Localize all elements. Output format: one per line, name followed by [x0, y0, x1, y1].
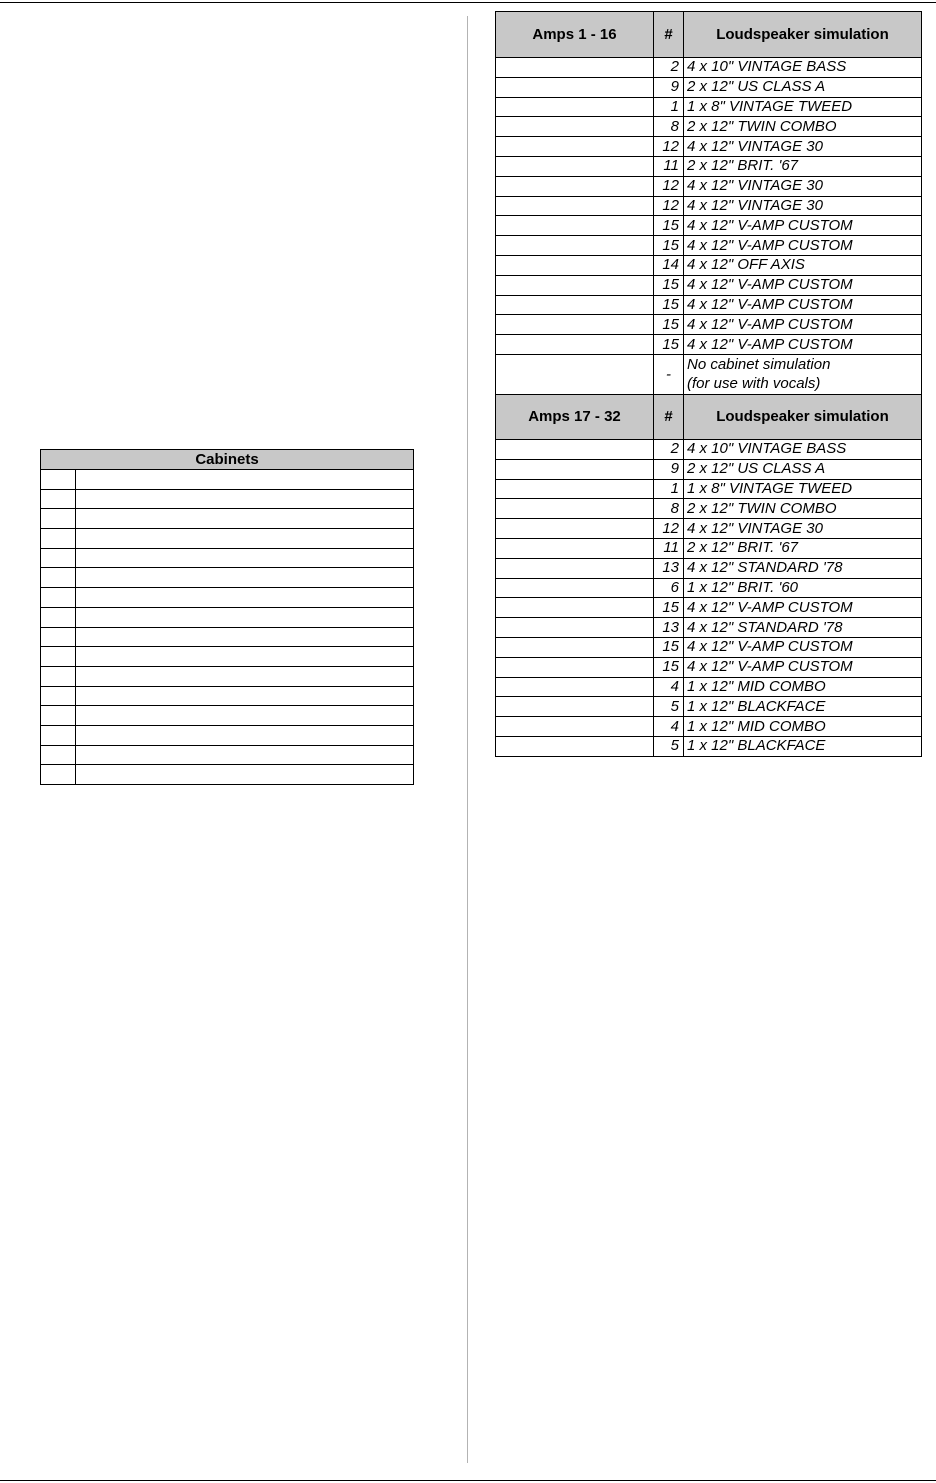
cabinet-number-cell: [41, 725, 76, 745]
cabinet-number: 9: [654, 77, 684, 97]
cabinet-row: [41, 765, 414, 785]
amp-name-cell: [496, 519, 654, 539]
cabinet-number: 15: [654, 295, 684, 315]
loudspeaker-simulation: 4 x 12" VINTAGE 30: [684, 176, 922, 196]
cabinet-name-cell: [76, 489, 414, 509]
amp-row: [496, 736, 922, 756]
loudspeaker-simulation: 4 x 12" VINTAGE 30: [684, 196, 922, 216]
cabinet-number-cell: [41, 706, 76, 726]
cabinet-row: [41, 666, 414, 686]
amp-name-cell: [496, 736, 654, 756]
amp-name-cell: [496, 499, 654, 519]
cabinet-name-cell: [76, 647, 414, 667]
cabinet-name-cell: [76, 607, 414, 627]
cabinet-row: [41, 470, 414, 490]
loudspeaker-simulation: 4 x 12" STANDARD '78: [684, 558, 922, 578]
cabinet-number: 15: [654, 216, 684, 236]
amp-name-cell: [496, 598, 654, 618]
cabinet-row: [41, 607, 414, 627]
loudspeaker-simulation: 4 x 12" VINTAGE 30: [684, 519, 922, 539]
loudspeaker-simulation: 1 x 8" VINTAGE TWEED: [684, 97, 922, 117]
cabinet-name-cell: [76, 725, 414, 745]
cabinet-number: 12: [654, 176, 684, 196]
amp-name-cell: [496, 315, 654, 335]
amp-row: [496, 657, 922, 677]
cabinet-number: 8: [654, 117, 684, 137]
cabinet-number: 5: [654, 736, 684, 756]
amps-body: [496, 12, 922, 757]
amps-table: [495, 11, 922, 757]
cabinet-row: [41, 706, 414, 726]
amp-row: [496, 315, 922, 335]
loudspeaker-simulation: [684, 354, 922, 394]
cabinet-name-cell: [76, 666, 414, 686]
cabinet-number-cell: [41, 509, 76, 529]
cabinet-number: 11: [654, 156, 684, 176]
cabinet-name-cell: [76, 627, 414, 647]
top-rule: [0, 2, 936, 3]
amp-row: [496, 97, 922, 117]
cabinet-number-cell: [41, 568, 76, 588]
amp-row: [496, 137, 922, 157]
cabinet-number-cell: [41, 470, 76, 490]
cabinet-name-cell: [76, 509, 414, 529]
cabinet-number: 9: [654, 459, 684, 479]
cabinet-number-cell: [41, 647, 76, 667]
loudspeaker-simulation: 2 x 12" BRIT. '67: [684, 156, 922, 176]
loudspeaker-simulation: 1 x 12" BLACKFACE: [684, 736, 922, 756]
amp-name-cell: [496, 479, 654, 499]
loudspeaker-simulation: 4 x 12" STANDARD '78: [684, 618, 922, 638]
amp-row: [496, 156, 922, 176]
cabinet-row: [41, 568, 414, 588]
amp-row-no-cabinet: [496, 354, 922, 394]
amp-row: [496, 697, 922, 717]
cabinet-number: 11: [654, 538, 684, 558]
column-divider: [467, 16, 468, 1463]
cabinet-number: 5: [654, 697, 684, 717]
loudspeaker-simulation: 4 x 12" V-AMP CUSTOM: [684, 657, 922, 677]
number-header: #: [654, 394, 684, 439]
amp-name-cell: [496, 618, 654, 638]
amp-name-cell: [496, 439, 654, 459]
cabinet-number-cell: [41, 745, 76, 765]
cabinet-name-cell: [76, 568, 414, 588]
amp-row: [496, 598, 922, 618]
loudspeaker-simulation: 4 x 12" V-AMP CUSTOM: [684, 598, 922, 618]
amp-name-cell: [496, 637, 654, 657]
amp-name-cell: [496, 77, 654, 97]
cabinet-number-cell: [41, 548, 76, 568]
cabinet-name-cell: [76, 548, 414, 568]
loudspeaker-simulation: 1 x 12" MID COMBO: [684, 717, 922, 737]
amps-range-header: Amps 17 - 32: [496, 394, 654, 439]
cabinet-number: 15: [654, 275, 684, 295]
cabinet-number: 1: [654, 479, 684, 499]
amp-name-cell: [496, 275, 654, 295]
cabinet-number: 15: [654, 637, 684, 657]
amp-name-cell: [496, 236, 654, 256]
cabinet-number-cell: [41, 666, 76, 686]
amp-name-cell: [496, 216, 654, 236]
amp-row: [496, 439, 922, 459]
loudspeaker-simulation: 1 x 12" BRIT. '60: [684, 578, 922, 598]
loudspeaker-simulation: 4 x 10" VINTAGE BASS: [684, 439, 922, 459]
amps-header-row: [496, 12, 922, 58]
loudspeaker-simulation: 4 x 12" V-AMP CUSTOM: [684, 335, 922, 355]
cabinet-row: [41, 686, 414, 706]
amp-row: [496, 295, 922, 315]
amp-row: [496, 117, 922, 137]
amp-name-cell: [496, 58, 654, 78]
amp-row: [496, 459, 922, 479]
cabinet-number: 4: [654, 677, 684, 697]
cabinet-row: [41, 588, 414, 608]
amp-row: [496, 618, 922, 638]
cabinet-number: 12: [654, 519, 684, 539]
cabinet-row: [41, 725, 414, 745]
cabinet-number: 15: [654, 657, 684, 677]
cabinet-number-cell: [41, 627, 76, 647]
cabinet-name-cell: [76, 529, 414, 549]
amp-name-cell: [496, 295, 654, 315]
amp-name-cell: [496, 97, 654, 117]
amp-row: [496, 558, 922, 578]
cabinet-number: 12: [654, 196, 684, 216]
cabinet-name-cell: [76, 765, 414, 785]
cabinet-row: [41, 548, 414, 568]
loudspeaker-simulation: 2 x 12" TWIN COMBO: [684, 117, 922, 137]
loudspeaker-simulation: 2 x 12" BRIT. '67: [684, 538, 922, 558]
cabinet-name-cell: [76, 470, 414, 490]
amp-name-cell: [496, 137, 654, 157]
cabinet-row: [41, 627, 414, 647]
amp-name-cell: [496, 156, 654, 176]
cabinet-number: 13: [654, 618, 684, 638]
cabinet-number: 6: [654, 578, 684, 598]
amp-row: [496, 216, 922, 236]
cabinet-number: 15: [654, 315, 684, 335]
loudspeaker-simulation: 1 x 8" VINTAGE TWEED: [684, 479, 922, 499]
amp-name-cell: [496, 697, 654, 717]
bottom-rule: [0, 1480, 936, 1481]
amp-name-cell: [496, 335, 654, 355]
loudspeaker-simulation: 4 x 12" V-AMP CUSTOM: [684, 216, 922, 236]
amp-row: [496, 677, 922, 697]
amp-row: [496, 538, 922, 558]
cabinet-row: [41, 509, 414, 529]
amp-name-cell: [496, 354, 654, 394]
amp-row: [496, 717, 922, 737]
loudspeaker-simulation: 4 x 12" VINTAGE 30: [684, 137, 922, 157]
amp-row: [496, 499, 922, 519]
amp-row: [496, 335, 922, 355]
loudspeaker-simulation: 4 x 12" V-AMP CUSTOM: [684, 315, 922, 335]
cabinet-row: [41, 489, 414, 509]
cabinet-number: 13: [654, 558, 684, 578]
cabinet-number: 2: [654, 58, 684, 78]
loudspeaker-simulation: 4 x 12" V-AMP CUSTOM: [684, 295, 922, 315]
cabinet-number-cell: [41, 686, 76, 706]
amp-name-cell: [496, 538, 654, 558]
amp-row: [496, 196, 922, 216]
cabinet-number: -: [654, 354, 684, 394]
cabinet-number: 15: [654, 598, 684, 618]
loudspeaker-simulation: 4 x 12" V-AMP CUSTOM: [684, 275, 922, 295]
loudspeaker-simulation-header: Loudspeaker simulation: [684, 12, 922, 58]
cabinet-name-cell: [76, 745, 414, 765]
cabinets-title: Cabinets: [41, 450, 414, 470]
amp-row: [496, 578, 922, 598]
cabinet-number: 15: [654, 335, 684, 355]
cabinet-number: 8: [654, 499, 684, 519]
amp-row: [496, 255, 922, 275]
no-cabinet-line: No cabinet simulation: [687, 356, 831, 374]
amp-name-cell: [496, 578, 654, 598]
cabinet-row: [41, 529, 414, 549]
cabinet-number-cell: [41, 607, 76, 627]
amp-row: [496, 637, 922, 657]
amp-row: [496, 275, 922, 295]
cabinet-number-cell: [41, 529, 76, 549]
cabinets-body: [41, 470, 414, 785]
loudspeaker-simulation-header: Loudspeaker simulation: [684, 394, 922, 439]
amp-name-cell: [496, 677, 654, 697]
cabinet-name-cell: [76, 706, 414, 726]
loudspeaker-simulation: 2 x 12" US CLASS A: [684, 459, 922, 479]
cabinet-number: 14: [654, 255, 684, 275]
loudspeaker-simulation: 4 x 10" VINTAGE BASS: [684, 58, 922, 78]
cabinet-number: 12: [654, 137, 684, 157]
loudspeaker-simulation: 4 x 12" OFF AXIS: [684, 255, 922, 275]
cabinet-row: [41, 745, 414, 765]
amp-name-cell: [496, 117, 654, 137]
amp-name-cell: [496, 176, 654, 196]
number-header: #: [654, 12, 684, 58]
amp-row: [496, 236, 922, 256]
amp-row: [496, 519, 922, 539]
cabinet-number-cell: [41, 588, 76, 608]
loudspeaker-simulation: 1 x 12" MID COMBO: [684, 677, 922, 697]
amp-name-cell: [496, 558, 654, 578]
amps-header-row: [496, 394, 922, 439]
amp-name-cell: [496, 459, 654, 479]
cabinets-table: [40, 449, 414, 785]
amp-name-cell: [496, 717, 654, 737]
loudspeaker-simulation: 1 x 12" BLACKFACE: [684, 697, 922, 717]
cabinet-number: 1: [654, 97, 684, 117]
amp-name-cell: [496, 657, 654, 677]
cabinet-name-cell: [76, 588, 414, 608]
amp-row: [496, 479, 922, 499]
amp-row: [496, 77, 922, 97]
cabinet-row: [41, 647, 414, 667]
amp-name-cell: [496, 196, 654, 216]
amp-name-cell: [496, 255, 654, 275]
cabinet-number: 4: [654, 717, 684, 737]
cabinet-number: 15: [654, 236, 684, 256]
cabinet-number-cell: [41, 489, 76, 509]
loudspeaker-simulation: 4 x 12" V-AMP CUSTOM: [684, 637, 922, 657]
cabinet-number-cell: [41, 765, 76, 785]
loudspeaker-simulation: 2 x 12" TWIN COMBO: [684, 499, 922, 519]
vocals-note-line: (for use with vocals): [687, 375, 821, 393]
amp-row: [496, 176, 922, 196]
amp-row: [496, 58, 922, 78]
loudspeaker-simulation: 4 x 12" V-AMP CUSTOM: [684, 236, 922, 256]
amps-range-header: Amps 1 - 16: [496, 12, 654, 58]
cabinet-name-cell: [76, 686, 414, 706]
loudspeaker-simulation: 2 x 12" US CLASS A: [684, 77, 922, 97]
cabinet-number: 2: [654, 439, 684, 459]
